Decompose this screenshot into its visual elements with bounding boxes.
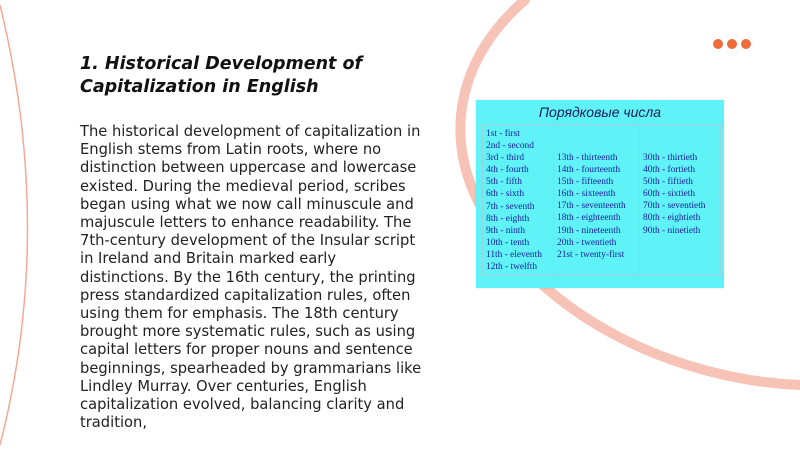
ordinal-entry: 4th - fourth: [486, 165, 529, 176]
ordinal-entry: 18th - eighteenth: [557, 213, 621, 224]
ordinal-entry: 12th - twelfth: [486, 262, 538, 273]
ordinal-column-2: [553, 125, 640, 275]
ordinal-numbers-image: [476, 100, 724, 288]
ordinal-column-3: [639, 125, 721, 275]
ordinal-column-1: [483, 125, 553, 275]
dot-icon: [713, 39, 723, 49]
ordinal-entry: 3rd - third: [486, 153, 525, 164]
ordinal-entry: 30th - thirtieth: [643, 153, 698, 163]
ordinal-entry: 11th - eleventh: [486, 249, 542, 260]
ordinal-entry: 7th - seventh: [486, 201, 535, 212]
ordinal-entry: 8th - eighth: [486, 213, 530, 224]
left-thin-arc: [0, 5, 28, 445]
ordinal-image-title: Порядковые числа: [538, 104, 662, 120]
slide-body-text: The historical development of capitalization in English stems from Latin roots, where no distinction between uppercase and lowercase existed. During the medieval period, scribes began using what we now call minuscule and majuscule letters to enhance readability. The 7th-century development of the Insular script in Ireland and Britain marked early distinctions. By the 16th century, the printing press standardized capitalization rules, often using them for emphasis. The 18th century brought more systematic rules, such as using capital letters for proper nouns and sentence beginnings, spearheaded by grammarians like Lindley Murray. Over centuries, English capitalization evolved, balancing clarity and tradition,: [80, 123, 422, 432]
ordinal-entry: 13th - thirteenth: [557, 153, 618, 163]
ordinal-entry: 15th - fifteenth: [557, 177, 614, 188]
ordinal-entry: 9th - ninth: [486, 225, 526, 236]
ordinal-entry: 5th - fifth: [486, 177, 522, 188]
ordinal-entry: 40th - fortieth: [643, 165, 696, 176]
ordinal-entry: 1st - first: [486, 129, 520, 139]
ordinal-entry: 16th - sixteenth: [557, 189, 616, 200]
three-dots-icon: [713, 39, 751, 49]
ordinal-entry: 6th - sixth: [486, 189, 525, 200]
ordinal-entry: 14th - fourteenth: [557, 165, 621, 176]
dot-icon: [741, 39, 751, 49]
ordinal-entry: 50th - fiftieth: [643, 177, 693, 188]
ordinal-entry: 60th - sixtieth: [643, 189, 696, 200]
dot-icon: [727, 39, 737, 49]
ordinal-entry: 21st - twenty-first: [557, 249, 625, 260]
ordinal-entry: 10th - tenth: [486, 237, 530, 248]
ordinal-entry: 17th - seventeenth: [557, 201, 626, 212]
ordinal-entry: 90th - ninetieth: [643, 225, 701, 236]
ordinal-entry: 2nd - second: [486, 141, 534, 152]
ordinal-entry: 80th - eightieth: [643, 213, 701, 224]
ordinal-entry: 70th - seventieth: [643, 201, 706, 212]
slide-title: 1. Historical Development of Capitalization in English: [80, 54, 363, 97]
ordinal-table: [482, 124, 721, 276]
ordinal-entry: 19th - nineteenth: [557, 225, 621, 236]
ordinal-entry: 20th - twentieth: [557, 237, 617, 248]
